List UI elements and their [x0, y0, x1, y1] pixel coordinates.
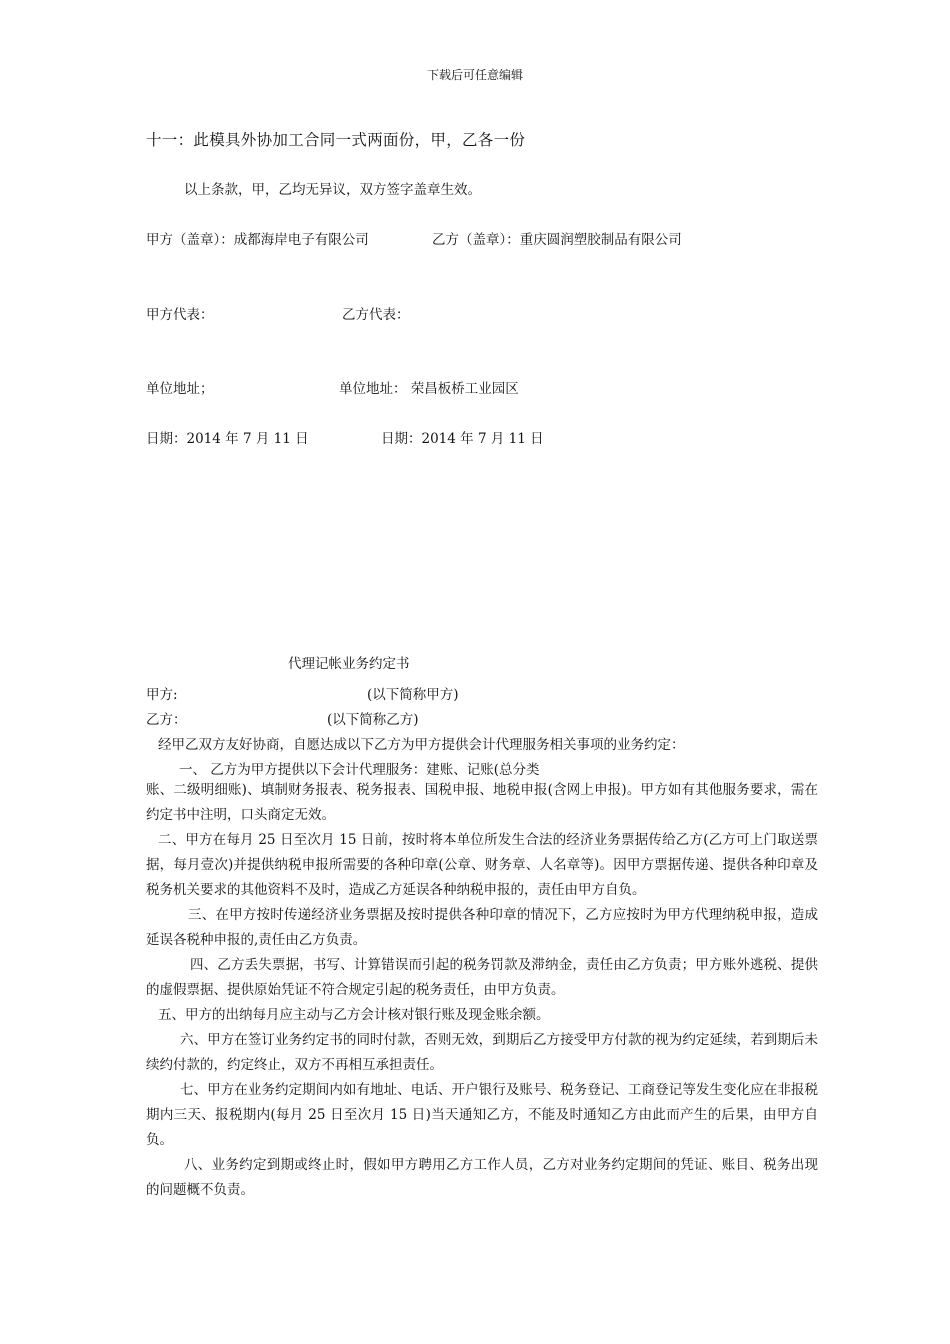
agency-title: 代理记帐业务约定书 [288, 656, 410, 672]
agency-party-b-label: 乙方： [146, 712, 187, 728]
agency-item-3: 三、在甲方按时传递经济业务票据及按时提供各种印章的情况下，乙方应按时为甲方代理纳税申报，造成延误各税种申报的,责任由乙方负责。 [146, 907, 818, 948]
agency-item-7: 七、甲方在业务约定期间内如有地址、电话、开户银行及账号、税务登记、工商登记等发生变化应在非报税期内三天、报税期内(每月 25 日至次月 15 日)当天通知乙方，不能及时通知乙方由此而产生的后果，由甲方自负。 [146, 1082, 818, 1148]
party-b-representative: 乙方代表： [342, 307, 410, 323]
agency-item-6: 六、甲方在签订业务约定书的同时付款，否则无效，到期后乙方接受甲方付款的视为约定延续，若到期后未续约付款的，约定终止，双方不再相互承担责任。 [146, 1032, 818, 1073]
agency-item-2: 二、甲方在每月 25 日至次月 15 日前，按时将本单位所发生合法的经济业务票据传给乙方(乙方可上门取送票据，每月壹次)并提供纳税申报所需要的各种印章(公章、财务章、人名章等)。因甲方票据传递、提供各种印章及税务机关要求的其他资料不及时，造成乙方延误各种纳税申报的，责任由甲方自负。 [146, 832, 818, 898]
agreement-statement: 以上条款，甲，乙均无异议，双方签字盖章生效。 [184, 182, 481, 198]
agency-item-8: 八、业务约定到期或终止时，假如甲方聘用乙方工作人员，乙方对业务约定期间的凭证、账目、税务出现的问题概不负责。 [146, 1157, 818, 1198]
agency-party-a-note: (以下简称甲方) [367, 687, 459, 703]
party-a-seal: 甲方（盖章）：成都海岸电子有限公司 [146, 232, 369, 248]
agency-item-5: 五、甲方的出纳每月应主动与乙方会计核对银行账及现金账余额。 [158, 1007, 550, 1023]
clause-eleven: 十一：此模具外协加工合同一式两面份，甲，乙各一份 [146, 131, 526, 149]
agency-item-1-rest: 账、二级明细账)、填制财务报表、税务报表、国税申报、地税申报(含网上申报)。甲方如有其他服务要求，需在约定书中注明，口头商定无效。 [146, 782, 818, 823]
party-a-representative: 甲方代表： [146, 307, 214, 323]
agency-party-a-label: 甲方: [146, 687, 178, 703]
agency-item-1-first-line: 一、 乙方为甲方提供以下会计代理服务：建账、记账(总分类 [179, 762, 540, 778]
agency-item-4: 四、乙方丢失票据，书写、计算错误而引起的税务罚款及滞纳金，责任由乙方负责；甲方账外逃税、提供的虚假票据、提供原始凭证不符合规定引起的税务责任，由甲方负责。 [146, 957, 818, 998]
agency-intro: 经甲乙双方友好协商，自愿达成以下乙方为甲方提供会计代理服务相关事项的业务约定： [158, 737, 685, 753]
page-header-note: 下载后可任意编辑 [426, 68, 523, 82]
party-b-seal: 乙方（盖章）：重庆圆润塑胶制品有限公司 [432, 232, 682, 248]
party-a-date: 日期：2014 年 7 月 11 日 [146, 431, 309, 447]
party-b-date: 日期：2014 年 7 月 11 日 [381, 431, 544, 447]
party-a-address: 单位地址； [146, 381, 214, 397]
party-b-address: 单位地址： 荣昌板桥工业园区 [339, 381, 519, 397]
agency-party-b-note: (以下简称乙方) [327, 712, 419, 728]
